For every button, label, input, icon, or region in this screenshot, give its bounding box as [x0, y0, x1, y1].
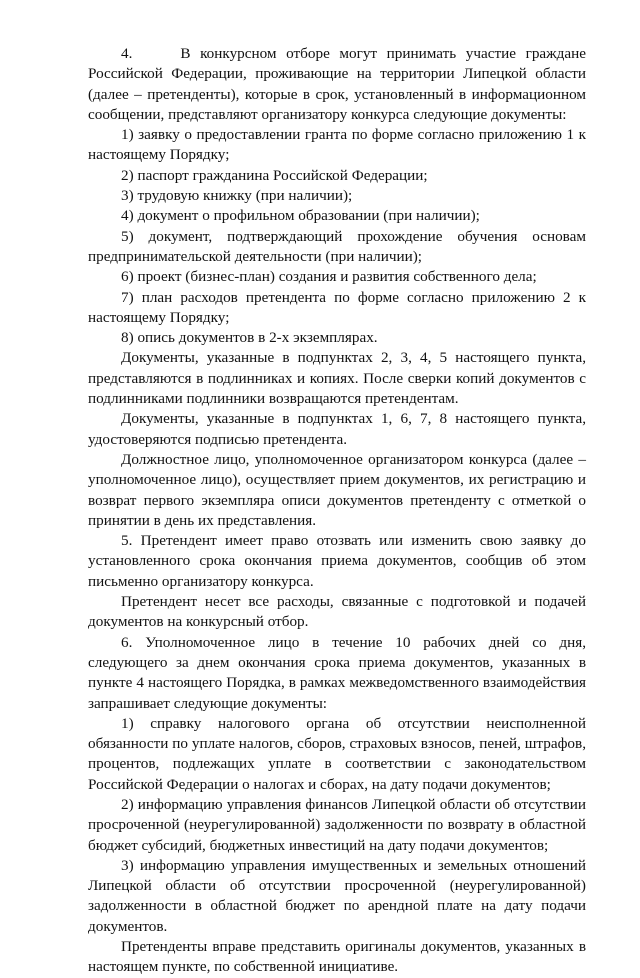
list-item-training: 5) документ, подтверждающий прохождение обучения основам предпринимательской деятельности (при наличии); [88, 227, 586, 265]
paragraph-own-initiative: Претенденты вправе представить оригиналы документов, указанных в настоящем пункте, по собственной инициативе. [88, 938, 586, 976]
list-item-property-info: 3) информацию управления имущественных и земельных отношений Липецкой области об отсутствии просроченной (неурегулированной) задолженности в областной бюджет по арендной плате на дату подачи документов. [88, 856, 586, 935]
list-item-tax-certificate: 1) справку налогового органа об отсутствии неисполненной обязанности по уплате налогов, сборов, страховых взносов, пеней, штрафов, процентов, подлежащих уплате в соответствии с законодательством Российской Федерации о налогах и сборах, на дату подачи документов; [88, 714, 586, 793]
paragraph-originals-copies: Документы, указанные в подпунктах 2, 3, 4, 5 настоящего пункта, представляются в подлинниках и копиях. После сверки копий документов с подлинниками подлинники возвращаются претендентам. [88, 349, 586, 408]
paragraph-item-5: 5. Претендент имеет право отозвать или изменить свою заявку до установленного срока окончания приема документов, сообщив об этом письменно организатору конкурса. [88, 532, 586, 590]
list-item-business-plan: 6) проект (бизнес-план) создания и развития собственного дела; [121, 268, 537, 286]
paragraph-item-4-intro: 4. В конкурсном отборе могут принимать участие граждане Российской Федерации, проживающие на территории Липецкой области (далее – претенденты), которые в срок, установленный в информационном сообщении, представляют организатору конкурса следующие документы: [88, 45, 586, 123]
paragraph-authorized-person: Должностное лицо, уполномоченное организатором конкурса (далее – уполномоченное лицо), осуществляет прием документов, их регистрацию и возврат первого экземпляра описи документов претенденту с отметкой о принятии в день их представления. [88, 450, 586, 529]
paragraph-item-6: 6. Уполномоченное лицо в течение 10 рабочих дней со дня, следующего за днем окончания срока приема документов, указанных в пункте 4 настоящего Порядка, в рамках межведомственного взаимодействия запрашивает следующие документы: [88, 633, 586, 712]
list-item-education: 4) документ о профильном образовании (при наличии); [121, 207, 480, 225]
list-item-expense-plan: 7) план расходов претендента по форме согласно приложению 2 к настоящему Порядку; [88, 288, 586, 326]
list-item-inventory: 8) опись документов в 2-х экземплярах. [121, 329, 378, 347]
document-page [88, 44, 586, 978]
list-item-finance-info: 2) информацию управления финансов Липецкой области об отсутствии просроченной (неурегулированной) задолженности по возврату в областной бюджет субсидий, бюджетных инвестиций на дату подачи документов; [88, 795, 586, 854]
list-item-passport: 2) паспорт гражданина Российской Федерации; [121, 166, 428, 184]
list-item-work-book: 3) трудовую книжку (при наличии); [121, 187, 353, 205]
paragraph-signature: Документы, указанные в подпунктах 1, 6, 7, 8 настоящего пункта, удостоверяются подписью претендента. [88, 410, 586, 448]
list-item-application: 1) заявку о предоставлении гранта по форме согласно приложению 1 к настоящему Порядку; [88, 126, 586, 164]
paragraph-expenses: Претендент несет все расходы, связанные с подготовкой и подачей документов на конкурсный отбор. [88, 593, 586, 631]
